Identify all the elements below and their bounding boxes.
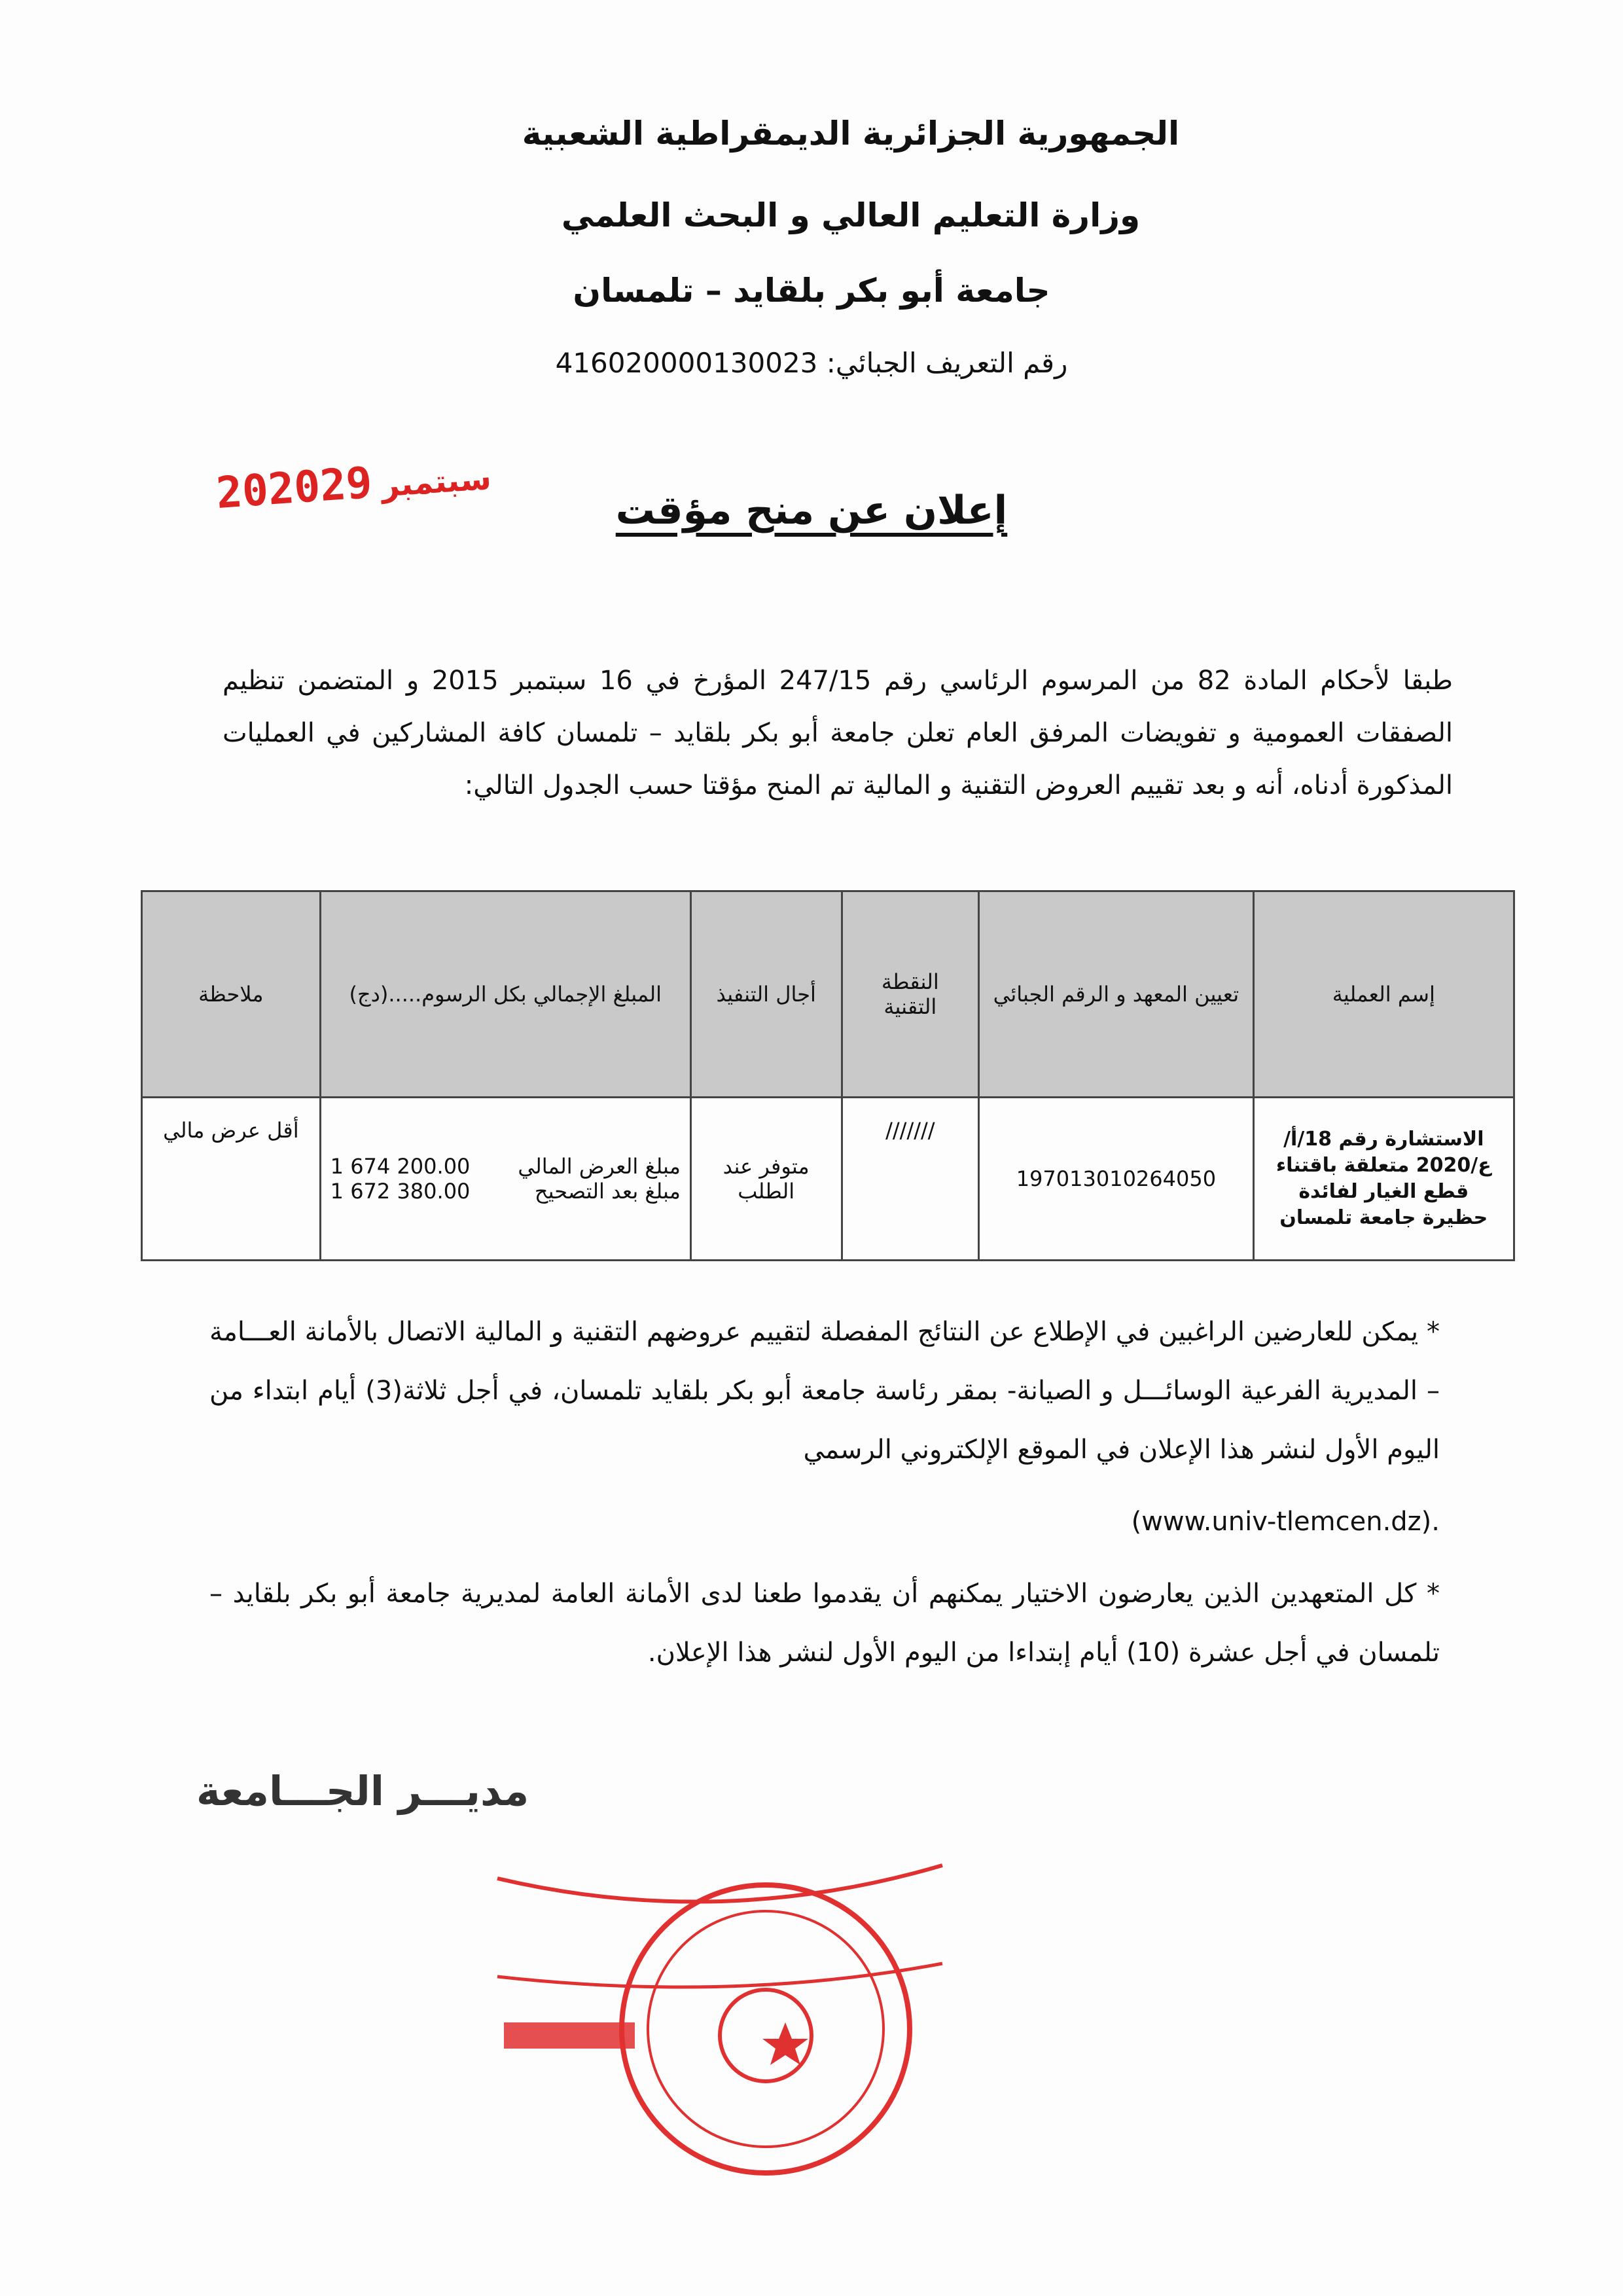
- date-stamp-year: 2020: [214, 461, 322, 519]
- operation-cell: الاستشارة رقم 18/أ/ع/2020 متعلقة باقتناء قطع الغيار لفائدة حظيرة جامعة تلمسان: [1253, 1098, 1514, 1261]
- col-technical-score: النقطة التقنية: [842, 891, 979, 1098]
- amount-corrected-line: [330, 1179, 681, 1204]
- col-note: ملاحظة: [142, 891, 321, 1098]
- intro-paragraph: طبقا لأحكام المادة 82 من المرسوم الرئاسي رقم 247/15 المؤرخ في 16 سبتمبر 2015 و المتضمن تنظيم الصفقات العمومية و تفويضات المرفق العام تعلن جامعة أبو بكر بلقايد – تلمسان كافة المشاركين في العمليات المذكورة أدناه، أنه و بعد تقييم العروض التقنية و المالية تم المنح مؤقتا حسب الجدول التالي:: [223, 666, 1454, 800]
- notice-appeal-text: * كل المتعهدين الذين يعارضون الاختيار يمكنهم أن يقدموا طعنا لدى الأمانة العامة لمديرية جامعة أبو بكر بلقايد – تلمسان في أجل عشرة (10) أيام إبتداءا من اليوم الأول لنشر هذا الإعلان.: [209, 1579, 1440, 1668]
- delay-cell: متوفر عند الطلب: [690, 1098, 842, 1261]
- amount-cell: [320, 1098, 690, 1261]
- document-title: إعلان عن منح مؤقت: [615, 488, 1008, 533]
- amount-corrected-label: مبلغ بعد التصحيح: [534, 1179, 681, 1204]
- website-line: [209, 1492, 1440, 1551]
- col-total-amount: المبلغ الإجمالي بكل الرسوم.....(دج): [320, 891, 690, 1098]
- signature-title: مديـــر الجـــامعة: [196, 1767, 529, 1815]
- header-university: جامعة أبو بكر بلقايد – تلمسان: [573, 272, 1050, 310]
- table-header-row: [142, 891, 1514, 1098]
- date-stamp-day: 29: [318, 457, 374, 511]
- table-row: [142, 1098, 1514, 1261]
- amount-offer-label: مبلغ العرض المالي: [518, 1154, 681, 1179]
- award-table: [141, 890, 1515, 1261]
- technical-score-cell: ///////: [842, 1098, 979, 1261]
- notice-results-text: * يمكن للعارضين الراغبين في الإطلاع عن النتائج المفصلة لتقييم عروضهم التقنية و المالية الاتصال بالأمانة العـــامة – المديرية الفرعية الوسائـــل و الصيانة- بمقر رئاسة جامعة أبو بكر بلقايد تلمسان، في أجل ثلاثة(3) أيام ابتداء من اليوم الأول لنشر هذا الإعلان في الموقع الإلكتروني الرسمي: [209, 1317, 1440, 1465]
- amount-corrected-value: 1 672 380.00: [330, 1179, 471, 1204]
- amount-offer-value: 1 674 200.00: [330, 1154, 471, 1179]
- university-website: (www.univ-tlemcen.dz).: [1131, 1507, 1440, 1537]
- col-institution-tax-id: تعيين المعهد و الرقم الجبائي: [979, 891, 1253, 1098]
- col-operation-name: إسم العملية: [1253, 891, 1514, 1098]
- col-execution-delay: أجال التنفيذ: [690, 891, 842, 1098]
- header-republic: الجمهورية الجزائرية الديمقراطية الشعبية: [522, 115, 1180, 152]
- amount-offer-line: [330, 1154, 681, 1179]
- header-ministry: وزارة التعليم العالي و البحث العلمي: [561, 196, 1141, 234]
- university-tax-id: رقم التعريف الجبائي: 416020000130023: [555, 347, 1068, 379]
- notice-results-paragraph: [209, 1302, 1440, 1682]
- note-cell: أقل عرض مالي: [142, 1098, 321, 1261]
- seal-icon: [471, 1852, 988, 2193]
- tax-number-cell: 197013010264050: [979, 1098, 1253, 1261]
- date-stamp-month: سبتمبر: [380, 459, 493, 505]
- official-seal: [471, 1852, 988, 2193]
